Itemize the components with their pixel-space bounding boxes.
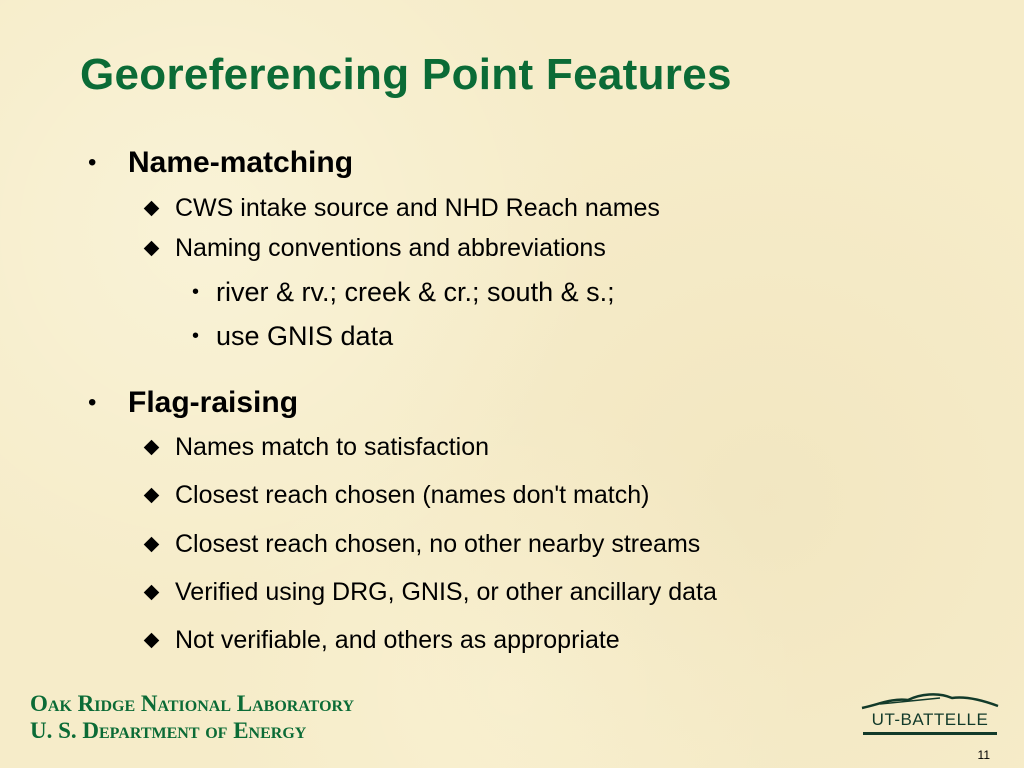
list-item: [140, 481, 649, 510]
diamond-bullet-icon: [144, 440, 160, 456]
list-item-text: CWS intake source and NHD Reach names: [175, 194, 660, 222]
list-item-text: Names match to satisfaction: [175, 433, 490, 461]
list-item-text: Closest reach chosen (names don't match): [175, 481, 650, 509]
diamond-bullet-icon: [144, 633, 160, 649]
diamond-bullet-icon: [144, 537, 160, 553]
sub-list-item: [192, 321, 393, 352]
diamond-bullet-icon: [144, 241, 160, 257]
list-item-text: Closest reach chosen, no other nearby streams: [175, 530, 701, 558]
sub-list-item-text: river & rv.; creek & cr.; south & s.;: [216, 277, 615, 307]
list-item: [140, 578, 717, 607]
list-item-text: Naming conventions and abbreviations: [175, 234, 606, 262]
slide-title: Georeferencing Point Features: [80, 50, 732, 99]
footer-organization: [30, 690, 354, 744]
bullet-dot-icon: •: [88, 149, 97, 176]
section-heading: Name-matching: [128, 146, 354, 179]
footer-org-line-2: U. S. Department of Energy: [30, 718, 307, 743]
sub-list-item: [192, 277, 615, 308]
list-item: [140, 626, 620, 655]
section-heading-flag-raising: [88, 386, 298, 420]
bullet-dot-icon: •: [88, 389, 97, 416]
page-number: 11: [977, 748, 990, 762]
bullet-dot-icon: •: [192, 281, 200, 303]
diamond-bullet-icon: [144, 488, 160, 504]
logo-underline: [863, 732, 997, 735]
list-item: [140, 530, 700, 559]
section-heading-name-matching: [88, 146, 353, 180]
diamond-bullet-icon: [144, 585, 160, 601]
list-item: [140, 433, 489, 462]
list-item: [140, 234, 606, 263]
section-heading: Flag-raising: [128, 386, 299, 419]
list-item-text: Verified using DRG, GNIS, or other ancillary data: [175, 578, 717, 606]
bullet-dot-icon: •: [192, 325, 200, 347]
sub-list-item-text: use GNIS data: [216, 321, 394, 351]
list-item: [140, 194, 660, 223]
list-item-text: Not verifiable, and others as appropriate: [175, 626, 620, 654]
footer-org-line-1: Oak Ridge National Laboratory: [30, 691, 355, 716]
diamond-bullet-icon: [144, 201, 160, 217]
ut-battelle-logo-text: UT-BATTELLE: [871, 710, 989, 729]
